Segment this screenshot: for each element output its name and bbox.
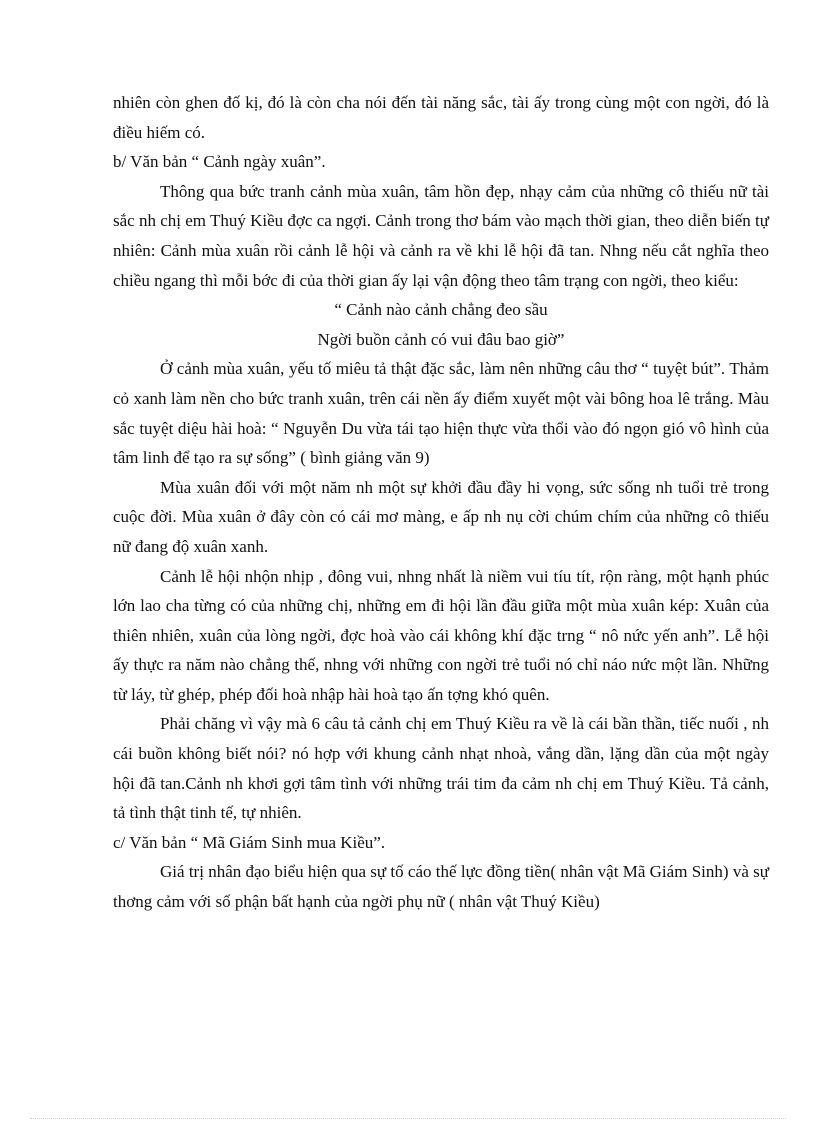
section-heading-canh-ngay-xuan: b/ Văn bản “ Cảnh ngày xuân”. xyxy=(113,152,326,172)
paragraph-canh-le-hoi: Cảnh lễ hội nhộn nhịp , đông vui, nhng nhất là niềm vui tíu tít, rộn ràng, một hạnh phúc lớn lao cha từng có của những chị, những em đi hội lần đầu giữa một mùa xuân kép: Xuân của thiên nhiên, xuân của lòng ngời, đợc hoà vào cái không khí đặc trng “ nô nức yến anh”. Lễ hội ấy thực ra năm nào chẳng thế, nhng với những con ngời trẻ tuổi nó chỉ náo nức một lần. Những từ láy, từ ghép, phép đối hoà nhập hài hoà tạo ấn tợng khó quên. xyxy=(113,566,769,704)
document-page xyxy=(113,88,769,917)
paragraph-intro-canh-ngay-xuan: Thông qua bức tranh cảnh mùa xuân, tâm hồn đẹp, nhạy cảm của những cô thiếu nữ tài sắc nh chị em Thuý Kiều đợc ca ngợi. Cảnh trong thơ bám vào mạch thời gian, theo diễn biến tự nhiên: Cảnh mùa xuân rồi cảnh lễ hội và cảnh ra về khi lễ hội đã tan. Nhng nếu cắt nghĩa theo chiều ngang thì mỗi bớc đi của thời gian ấy lại vận động theo tâm trạng con ngời, theo kiểu: xyxy=(113,181,769,290)
paragraph-canh-ra-ve: Phải chăng vì vậy mà 6 câu tả cảnh chị em Thuý Kiều ra về là cái bần thần, tiếc nuối , nh cái buồn không biết nói? nó hợp với khung cảnh nhạt nhoà, vắng dần, lặng dần của một ngày hội đã tan.Cảnh nh khơi gợi tâm tình với những trái tim đa cảm nh chị em Thuý Kiều. Tả cảnh, tả tình thật tinh tế, tự nhiên. xyxy=(113,714,769,823)
section-heading-ma-giam-sinh: c/ Văn bản “ Mã Giám Sinh mua Kiều”. xyxy=(113,832,386,852)
poem-line-1: “ Cảnh nào cảnh chẳng đeo sầu xyxy=(334,300,548,320)
paragraph-mua-xuan-hi-vong: Mùa xuân đối với một năm nh một sự khởi đầu đầy hi vọng, sức sống nh tuổi trẻ trong cuộc đời. Mùa xuân ở đây còn có cái mơ màng, e ấp nh nụ cời chúm chím của những cô thiếu nữ đang độ xuân xanh. xyxy=(113,477,769,556)
poem-line-2: Ngời buồn cảnh có vui đâu bao giờ” xyxy=(317,329,565,349)
paragraph-canh-mua-xuan: Ở cảnh mùa xuân, yếu tố miêu tả thật đặc sắc, làm nên những câu thơ “ tuyệt bút”. Thảm cỏ xanh làm nền cho bức tranh xuân, trên cái nền ấy điểm xuyết một vài bông hoa lê trắng. Màu sắc tuyệt diệu hài hoà: “ Nguyễn Du vừa tái tạo hiện thực vừa thổi vào đó ngọn gió vô hình của tâm linh để tạo ra sự sống” ( bình giảng văn 9) xyxy=(113,359,769,468)
paragraph-continuation: nhiên còn ghen đố kị, đó là còn cha nói đến tài năng sắc, tài ấy trong cùng một con ngời, đó là điều hiếm có. xyxy=(113,93,769,142)
paragraph-gia-tri-nhan-dao: Giá trị nhân đạo biểu hiện qua sự tố cáo thế lực đồng tiền( nhân vật Mã Giám Sinh) và sự thơng cảm với số phận bất hạnh của ngời phụ nữ ( nhân vật Thuý Kiều) xyxy=(113,862,769,912)
page-bottom-divider xyxy=(30,1118,786,1119)
